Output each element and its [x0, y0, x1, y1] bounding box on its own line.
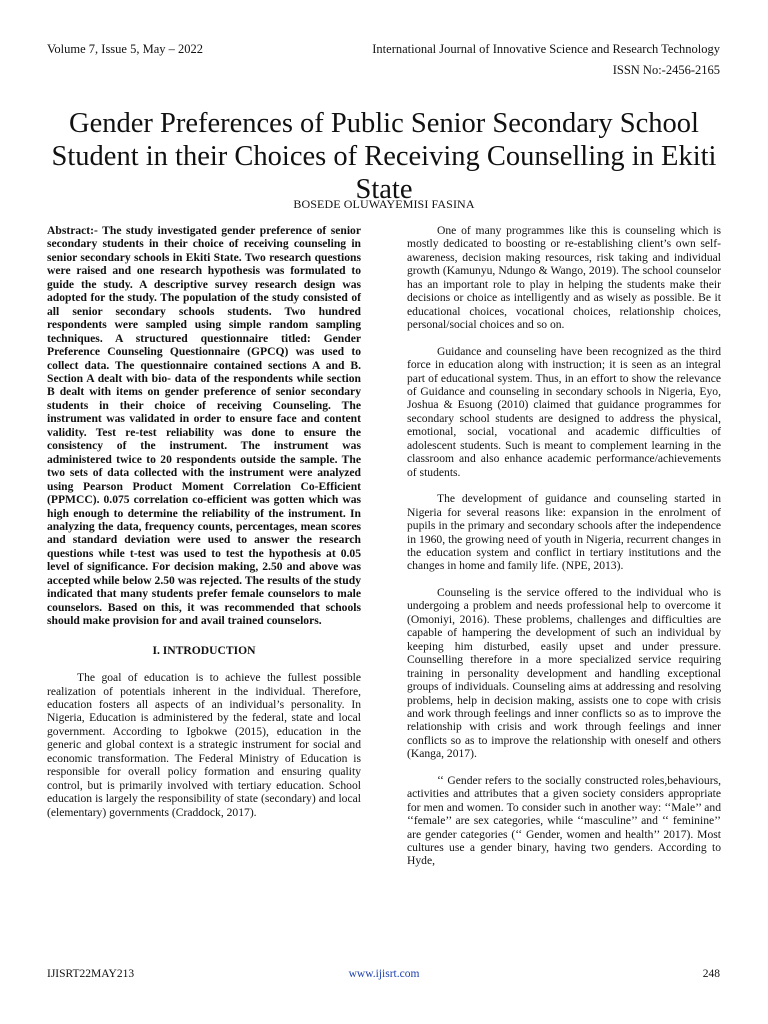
paper-title: Gender Preferences of Public Senior Secondary School Student in their Choices of Receiving Counselling in Ekiti State	[51, 108, 717, 206]
paragraph: The goal of education is to achieve the fullest possible realization of potentials inherent in the individual. Therefore, education fosters all aspects of an individual’s personality. In Nigeria, Education is administered by the federal, state and local government. According to Igbokwe (2015), education in the generic and global context is a strategic instrument for social and economic transformation. The Federal Ministry of Education is responsible for overall policy formation and ensuring quality control, but is primarily involved with tertiary education. School education is largely the responsibility of state (secondary) and local (elementary) governments (Craddock, 2017).	[47, 671, 361, 819]
paragraph: Counseling is the service offered to the individual who is undergoing a problem and needs professional help to overcome it (Omoniyi, 2016). These problems, challenges and difficulties are capable of hampering the development of such an individual by keeping him disturbed, easily upset and under pressure. Counselling therefore in a more specialized service requiring training in personality development and handling exceptional groups of individuals. Counseling aims at addressing and resolving problems, help in decision making, assists one to cope with crisis and work through feelings and inner conflicts so as to improve the relationship with crisis and work through feelings and inner conflicts so as to improve the relationship with oneself and others (Kanga, 2017).	[407, 585, 721, 761]
paragraph: Guidance and counseling have been recognized as the third force in education along with instruction; it is seen as an integral part of educational system. Thus, in an effort to show the relevance of Guidance and counseling in secondary schools in Nigeria, Eyo, Joshua & Esuong (2010) claimed that guidance programmes for secondary school students are designed to address the physical, emotional, social, vocational and academic difficulties of adolescent students. Such is meant to complement learning in the classroom and also enhance academic performance/achievements of students.	[407, 344, 721, 479]
right-column	[407, 224, 721, 881]
journal-url-link[interactable]: www.ijisrt.com	[348, 968, 420, 980]
paragraph: ‘‘ Gender refers to the socially constructed roles,behaviours, activities and attributes that a given society considers appropriate for men and women. To consider such in another way: ‘‘Male’’ and ‘‘female’’ are sex categories, while ‘‘masculine’’ and ‘‘ feminine’’ are gender categories (‘‘ Gender, women and health’’ 2017). Most cultures use a gender binary, having two genders. According to Hyde,	[407, 773, 721, 868]
page-number: 248	[702, 968, 720, 980]
paper-id: IJISRT22MAY213	[47, 968, 135, 980]
paragraph: The development of guidance and counseling started in Nigeria for several reasons like: expansion in the enrolment of pupils in the primary and secondary schools after the independence in 1960, the growing need of youth in Nigeria, recurrent changes in the education system and conflict in tertiary institutions and the changes in home and family life. (NPE, 2013).	[407, 492, 721, 573]
left-column	[47, 224, 361, 832]
volume-issue: Volume 7, Issue 5, May – 2022	[47, 42, 204, 56]
journal-name: International Journal of Innovative Science and Research Technology	[372, 42, 720, 56]
abstract: Abstract:- The study investigated gender preference of senior secondary students in their choice of receiving counseling in senior secondary schools in Ekiti State. Two research questions were raised and one research hypothesis was formulated to guide the study. A descriptive survey research design was adopted for the study. The population of the study consisted of all senior secondary schools students. Two hundred respondents were sampled using simple random sampling techniques. A structured questionnaire titled: Gender Preference Counseling Questionnaire (GPCQ) was used to collect data. The questionnaire contained sections A and B. Section A dealt with bio- data of the respondents while section B dealt with items on gender preference of senior secondary students in their choice of receiving Counseling. The instrument was validated in order to ensure face and content validity. Test re-test reliability was done to ensure the consistency of the instrument. The instrument was administered twice to 20 respondents outside the sample. The two sets of data collected with the instrument were analyzed using Pearson Product Moment Correlation Co-Efficient (PPMCC). 0.075 correlation co-efficient was gotten which was high enough to determine the reliability of the instrument. In analyzing the data, frequency counts, percentages, mean scores and standard deviation were used to answer the research questions while t-test was used to test the hypothesis at 0.05 level of significance. For decision making, 2.50 and above was accepted while below 2.50 was rejected. The results of the study indicated that many students prefer female counselors to male counselors. Based on this, it was recommended that schools should make provision for and avail trained counselors.	[47, 224, 361, 628]
paragraph: One of many programmes like this is counseling which is mostly dedicated to boosting or re-establishing client’s own self-awareness, decision making resources, risk taking and individual growth (Kamunyu, Ndungo & Wango, 2019). The school counselor has an important role to play in helping the students make their decisions or choice as intelligently and as wisely as possible. Be it educational choices, vocational choices, relationship choices, personal/social choices and so on.	[407, 224, 721, 332]
section-heading-introduction: I. INTRODUCTION	[152, 643, 256, 657]
issn: ISSN No:-2456-2165	[612, 63, 720, 77]
author-name: BOSEDE OLUWAYEMISI FASINA	[293, 197, 475, 211]
